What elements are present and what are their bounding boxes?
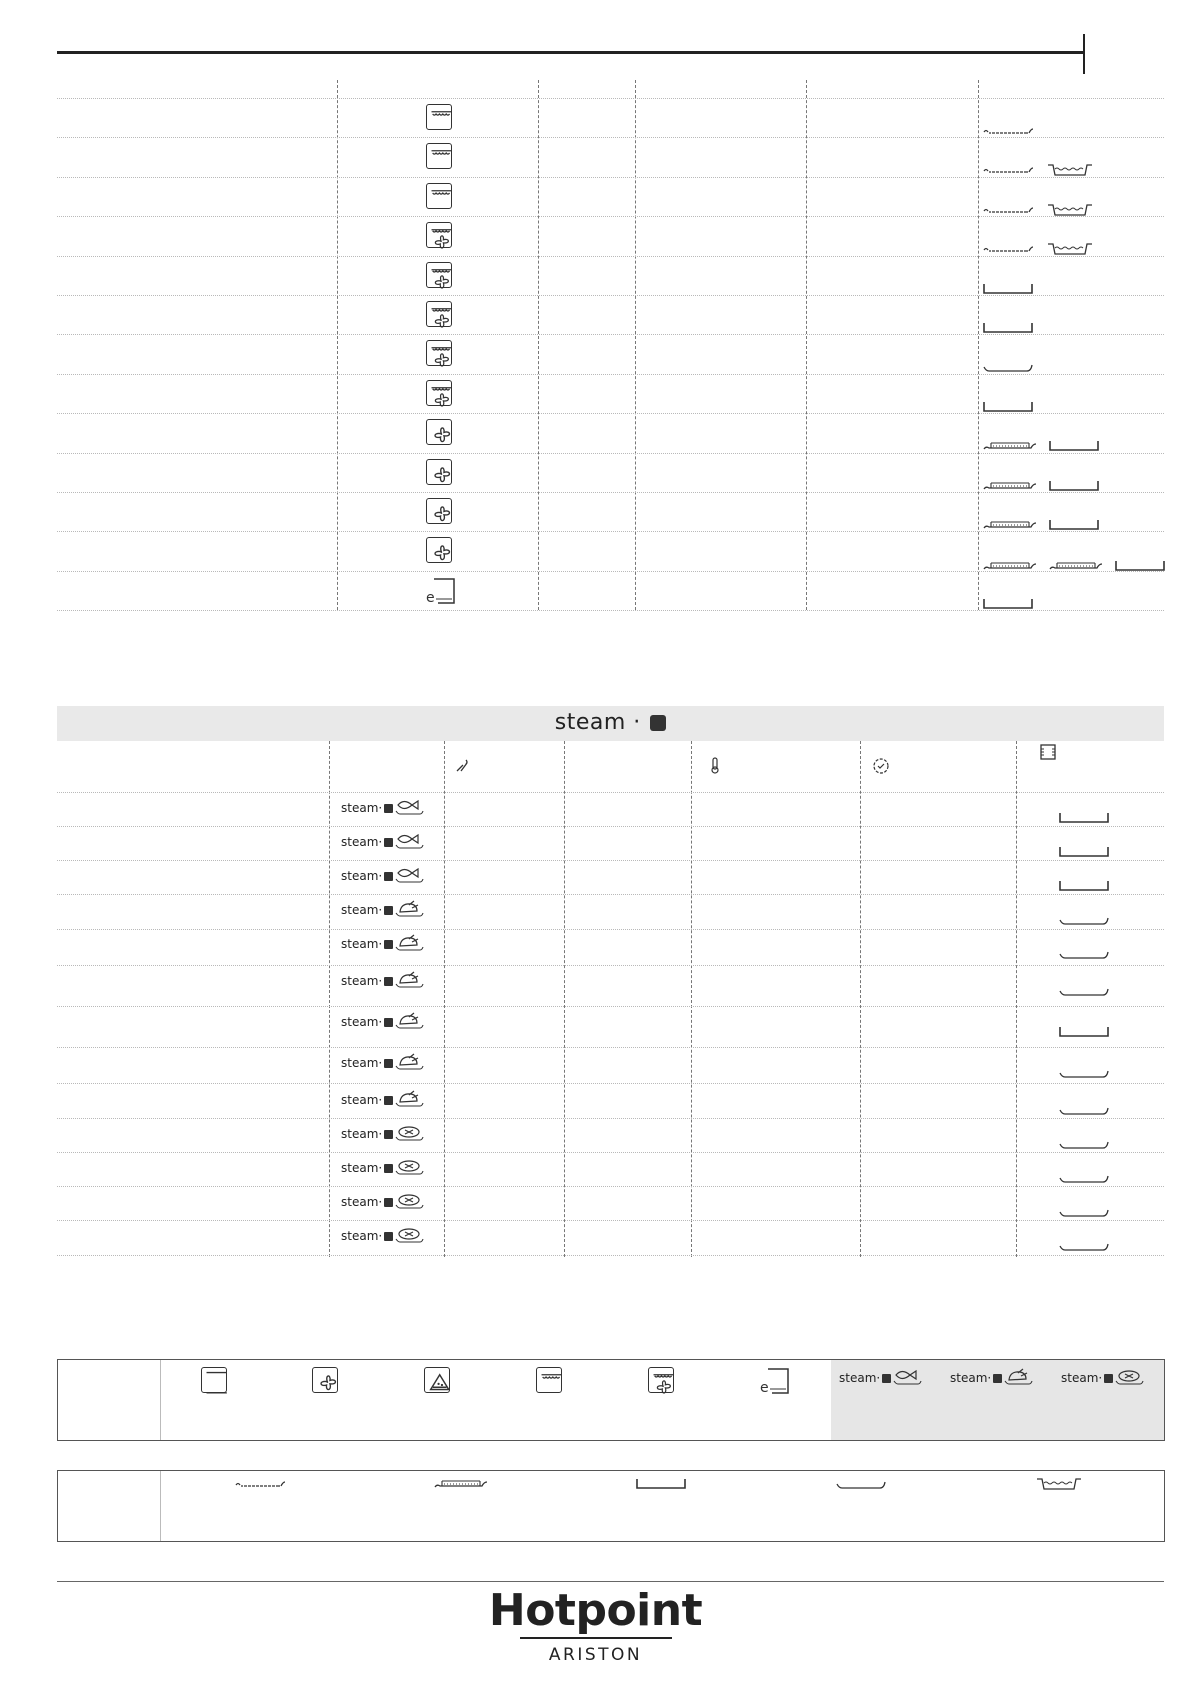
flat-tray-icon (1059, 984, 1109, 1002)
steam-logo-icon (384, 1096, 393, 1105)
steam-logo-icon (384, 838, 393, 847)
baking-tray-icon (1049, 479, 1099, 497)
table-row-line (57, 894, 1164, 895)
drip-tray-icon (1047, 163, 1093, 182)
flat-tray-icon (1059, 1171, 1109, 1189)
steam-bread-function (341, 1191, 425, 1214)
bottom-rule (57, 1581, 1164, 1582)
steam-word: steam (341, 801, 379, 815)
steam-logo-icon (384, 872, 393, 881)
table-row-line (57, 1047, 1164, 1048)
baking-tray-icon (636, 1477, 686, 1495)
separator-dot: · (1098, 1371, 1103, 1385)
steam-logo-icon (882, 1374, 891, 1383)
top-heat-icon (536, 1367, 562, 1393)
table-row-line (57, 1186, 1164, 1187)
forced-air-icon (426, 537, 452, 563)
steam-logo-icon (650, 715, 666, 731)
separator-dot: · (378, 869, 383, 883)
fish-icon (395, 865, 425, 888)
turbo-grill-icon (426, 301, 452, 327)
bread-icon (395, 1225, 425, 1248)
table-row-line (57, 860, 1164, 861)
table-row-line (57, 1220, 1164, 1221)
steam-fish-function (341, 865, 425, 888)
steam-fish-function (341, 797, 425, 820)
forced-air-icon (312, 1367, 338, 1393)
table-row-line (57, 1006, 1164, 1007)
drip-tray-icon (1047, 242, 1093, 261)
separator-dot: · (876, 1371, 881, 1385)
table-row-line (57, 965, 1164, 966)
separator-dot: · (378, 1056, 383, 1070)
poultry-icon (395, 1089, 425, 1112)
poultry-icon (395, 899, 425, 922)
fish-icon (395, 797, 425, 820)
column-divider (860, 741, 861, 1257)
separator-dot: · (378, 835, 383, 849)
bread-icon (395, 1191, 425, 1214)
grill-rack-icon (983, 479, 1037, 498)
steam-poultry-function (341, 899, 425, 922)
steam-logo-icon (384, 1164, 393, 1173)
steam-logo-icon (384, 906, 393, 915)
steam-word: steam (341, 1056, 379, 1070)
steam-bread-function (1061, 1367, 1145, 1390)
steam-logo-icon (384, 977, 393, 986)
poultry-icon (395, 933, 425, 956)
fish-icon (395, 831, 425, 854)
baking-tray-icon (983, 597, 1033, 615)
steam-word: steam (341, 1093, 379, 1107)
table-row-line (57, 1152, 1164, 1153)
table-row-line (57, 1083, 1164, 1084)
drip-tray-icon (1047, 203, 1093, 222)
steam-word: steam (341, 1015, 379, 1029)
grill-rack-icon (983, 559, 1037, 578)
separator-dot: · (378, 801, 383, 815)
bread-icon (1115, 1367, 1145, 1390)
flat-tray-icon (1059, 1239, 1109, 1257)
forced-air-icon (426, 498, 452, 524)
conventional-icon (201, 1367, 227, 1393)
poultry-icon (1004, 1367, 1034, 1390)
steam-logo-icon (384, 1198, 393, 1207)
baking-tray-icon (1049, 518, 1099, 536)
wire-shelf-icon (983, 203, 1035, 222)
top-rule (57, 51, 1084, 54)
separator-dot: · (378, 937, 383, 951)
baking-tray-icon (1059, 879, 1109, 897)
table-row-line (57, 792, 1164, 793)
column-divider (564, 741, 565, 1257)
steam-word: steam (1061, 1371, 1099, 1385)
baking-tray-icon (983, 400, 1033, 418)
brand-logo: Hotpoint (488, 1585, 703, 1636)
steam-word: steam (341, 903, 379, 917)
forced-air-icon (426, 459, 452, 485)
steam-poultry-function (341, 970, 425, 993)
steam-title: steam · (57, 710, 1164, 735)
steam-fish-function (839, 1367, 923, 1390)
poultry-icon (395, 1011, 425, 1034)
separator-dot: · (378, 1161, 383, 1175)
steam-header-bar (57, 706, 1164, 741)
drip-tray-icon (1036, 1477, 1082, 1496)
baking-tray-icon (1059, 811, 1109, 829)
flat-tray-icon (1059, 1205, 1109, 1223)
legend-label-cell (58, 1360, 161, 1440)
brand-sub: ARISTON (548, 1645, 643, 1665)
wire-shelf-icon (983, 242, 1035, 261)
steam-word: steam (950, 1371, 988, 1385)
top-heat-icon (426, 143, 452, 169)
steam-word: steam (341, 1229, 379, 1243)
steam-poultry-function (341, 1089, 425, 1112)
steam-poultry-function (341, 933, 425, 956)
wire-shelf-icon (983, 124, 1035, 143)
steam-logo-icon (384, 1059, 393, 1068)
steam-word: steam (839, 1371, 877, 1385)
separator-dot: · (378, 1015, 383, 1029)
wire-shelf-icon (235, 1477, 287, 1496)
turbo-grill-icon (426, 380, 452, 406)
baking-tray-icon (1049, 439, 1099, 457)
steam-word: steam (341, 835, 379, 849)
legend-label-cell (58, 1471, 161, 1541)
baking-tray-icon (1059, 845, 1109, 863)
turbo-grill-icon (426, 262, 452, 288)
baking-tray-icon (983, 321, 1033, 339)
flat-tray-icon (1059, 947, 1109, 965)
fish-icon (893, 1367, 923, 1390)
separator-dot: · (378, 1127, 383, 1141)
brand-underline (520, 1637, 672, 1639)
column-divider (329, 741, 330, 1257)
steam-word: steam (341, 1127, 379, 1141)
eco-icon (426, 577, 456, 605)
top-rule-tick (1083, 34, 1085, 74)
steam-bread-function (341, 1157, 425, 1180)
table-row-line (57, 1118, 1164, 1119)
pizza-icon (424, 1367, 450, 1393)
grill-rack-icon (1049, 559, 1103, 578)
poultry-icon (395, 1052, 425, 1075)
flat-tray-icon (1059, 1066, 1109, 1084)
steam-logo-icon (384, 1130, 393, 1139)
table-row-line (57, 826, 1164, 827)
steam-logo-icon (384, 1232, 393, 1241)
separator-dot: · (378, 1195, 383, 1209)
steam-bread-function (341, 1123, 425, 1146)
steam-logo-icon (384, 940, 393, 949)
separator-dot: · (987, 1371, 992, 1385)
separator-dot: · (378, 1093, 383, 1107)
temperature-icon (707, 757, 725, 780)
function-legend (57, 1359, 1165, 1441)
wire-shelf-icon (983, 163, 1035, 182)
steam-bread-function (341, 1225, 425, 1248)
steam-logo-icon (993, 1374, 1002, 1383)
table-row-line (57, 98, 1164, 99)
steam-level-icon (454, 757, 472, 780)
separator-dot: · (378, 1229, 383, 1243)
steam-logo-icon (384, 1018, 393, 1027)
grill-rack-icon (983, 518, 1037, 537)
steam-word: steam (341, 974, 379, 988)
table-row-line (57, 929, 1164, 930)
svg-text:e: e (760, 1380, 769, 1395)
separator-dot: · (378, 974, 383, 988)
grill-rack-icon (983, 439, 1037, 458)
baking-tray-icon (983, 282, 1033, 300)
bread-icon (395, 1123, 425, 1146)
baking-tray-icon (1115, 559, 1165, 577)
flat-tray-icon (1059, 913, 1109, 931)
steam-poultry-function (950, 1367, 1034, 1390)
steam-word: steam (341, 1161, 379, 1175)
svg-text:e: e (426, 589, 435, 605)
steam-poultry-function (341, 1011, 425, 1034)
flat-tray-icon (836, 1477, 886, 1495)
steam-word: steam (341, 937, 379, 951)
column-divider (691, 741, 692, 1257)
grill-rack-icon (434, 1477, 488, 1496)
column-divider (1016, 741, 1017, 1257)
oven-function-table (57, 80, 1164, 610)
baking-tray-icon (1059, 1025, 1109, 1043)
flat-tray-icon (1059, 1137, 1109, 1155)
steam-fish-function (341, 831, 425, 854)
poultry-icon (395, 970, 425, 993)
timer-icon (872, 757, 890, 780)
top-heat-icon (426, 183, 452, 209)
accessory-legend (57, 1470, 1165, 1542)
steam-word: steam (341, 869, 379, 883)
flat-tray-icon (1059, 1103, 1109, 1121)
top-heat-icon (426, 104, 452, 130)
steam-function-table (57, 741, 1164, 1257)
table-row-line (57, 1255, 1164, 1256)
forced-air-icon (426, 419, 452, 445)
steam-logo-icon (1104, 1374, 1113, 1383)
bread-icon (395, 1157, 425, 1180)
column-divider (444, 741, 445, 1257)
flat-tray-icon (983, 360, 1033, 378)
steam-logo-icon (384, 804, 393, 813)
steam-word: steam (341, 1195, 379, 1209)
eco-icon (760, 1367, 790, 1395)
shelf-level-icon (1039, 744, 1057, 767)
turbo-grill-icon (426, 222, 452, 248)
turbo-grill-icon (648, 1367, 674, 1393)
turbo-grill-icon (426, 340, 452, 366)
separator-dot: · (378, 903, 383, 917)
steam-poultry-function (341, 1052, 425, 1075)
